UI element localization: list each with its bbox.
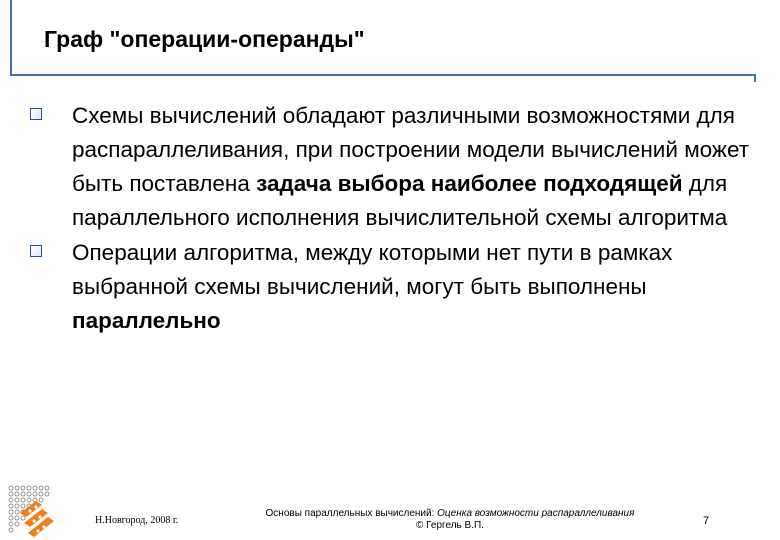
slide-title: Граф "операции-операнды": [44, 26, 365, 52]
university-logo-icon: [6, 483, 62, 539]
footer-course: [250, 508, 650, 532]
bullet-text: для параллельного исполнения вычислительной схемы алгоритма: [72, 171, 728, 230]
footer-course-prefix: Основы параллельных вычислений:: [265, 508, 438, 519]
bullet-bold-text: параллельно: [72, 308, 221, 333]
footer-course-topic: Оценка возможности распараллеливания: [437, 508, 635, 519]
bullet-bold-text: задача выбора наиболее подходящей: [256, 171, 683, 196]
footer-author: © Гергель В.П.: [416, 520, 484, 531]
footer-city-date: Н.Новгород, 2008 г.: [95, 515, 179, 526]
bullet-text: Схемы вычислений обладают различными возможностями для распараллеливания, при построении модели вычислений может быть поставлена: [72, 103, 750, 196]
checkbox-bullet-icon: [30, 245, 42, 257]
bullet-item: [30, 99, 750, 235]
bullet-text: Операции алгоритма, между которыми нет пути в рамках выбранной схемы вычислений, могут быть выполнены: [72, 240, 673, 299]
frame-tick: [754, 74, 756, 82]
page-number: 7: [703, 515, 710, 527]
bullet-list: [30, 99, 750, 338]
checkbox-bullet-icon: [30, 108, 42, 120]
bullet-item: [30, 236, 750, 338]
